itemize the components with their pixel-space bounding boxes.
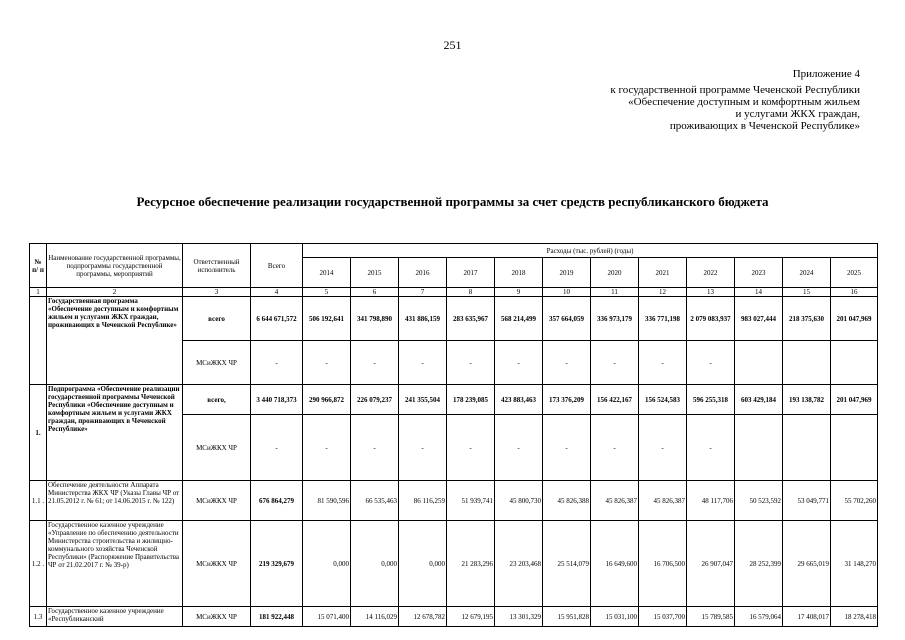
index-cell: 12: [639, 288, 687, 297]
row-year-value: [735, 341, 783, 385]
table-row: [30, 481, 878, 521]
row-year-value: -: [639, 341, 687, 385]
table-row: [30, 521, 878, 607]
row-year-value: 48 117,706: [687, 481, 735, 521]
row-total: 6 644 671,572: [251, 297, 303, 341]
index-cell: 10: [543, 288, 591, 297]
row-year-value: 18 278,418: [831, 607, 878, 627]
row-year-value: -: [687, 415, 735, 481]
row-year-value: -: [591, 415, 639, 481]
row-year-value: 55 702,260: [831, 481, 878, 521]
row-year-value: -: [591, 341, 639, 385]
row-total: 676 864,279: [251, 481, 303, 521]
row-year-value: 201 047,969: [831, 297, 878, 341]
row-year-value: 603 429,184: [735, 385, 783, 415]
row-year-value: 0,000: [399, 521, 447, 607]
row-year-value: -: [447, 341, 495, 385]
row-year-value: -: [495, 341, 543, 385]
header-year: 2014: [303, 258, 351, 288]
row-name: Подпрограмма «Обеспечение реализации государственной программы Чеченской Республики «Обеспечение доступным и комфортным жильем и услугами ЖКХ граждан, проживающих в Чеченской Республике»: [47, 385, 183, 481]
index-cell: 4: [251, 288, 303, 297]
header-year: 2016: [399, 258, 447, 288]
row-year-value: 2 079 083,937: [687, 297, 735, 341]
row-number: 1.2 .: [30, 521, 47, 607]
row-year-value: 423 883,463: [495, 385, 543, 415]
row-year-value: 21 283,296: [447, 521, 495, 607]
row-year-value: 45 826,387: [639, 481, 687, 521]
row-year-value: 31 148,270: [831, 521, 878, 607]
row-year-value: 15 789,585: [687, 607, 735, 627]
row-year-value: 16 649,600: [591, 521, 639, 607]
row-total: 181 922,448: [251, 607, 303, 627]
row-year-value: 12 679,195: [447, 607, 495, 627]
row-name: Государственное казенное учреждение «Республиканский: [47, 607, 183, 627]
row-year-value: 45 826,387: [591, 481, 639, 521]
header-year: 2015: [351, 258, 399, 288]
row-year-value: 81 590,596: [303, 481, 351, 521]
row-year-value: 12 678,782: [399, 607, 447, 627]
row-number: 1.: [30, 385, 47, 481]
row-year-value: 178 239,085: [447, 385, 495, 415]
row-year-value: -: [303, 415, 351, 481]
header-year: 2017: [447, 258, 495, 288]
row-total: 219 329,679: [251, 521, 303, 607]
header-year: 2023: [735, 258, 783, 288]
row-executor: МСиЖКХ ЧР: [183, 481, 251, 521]
row-year-value: 66 535,463: [351, 481, 399, 521]
row-year-value: 50 523,592: [735, 481, 783, 521]
header-year: 2019: [543, 258, 591, 288]
header-year: 2025: [831, 258, 878, 288]
row-year-value: 431 886,159: [399, 297, 447, 341]
header-num: № п/ п: [30, 244, 47, 288]
row-name: Государственное казенное учреждение «Управление по обеспечению деятельности Министерства строительства и жилищно-коммунального хозяйства Чеченской Республики» (Распоряжение Правительства ЧР от 21.02.2017 г. № 39-р): [47, 521, 183, 607]
row-year-value: -: [399, 415, 447, 481]
row-total: -: [251, 341, 303, 385]
index-cell: 8: [447, 288, 495, 297]
header-year: 2021: [639, 258, 687, 288]
row-year-value: 568 214,499: [495, 297, 543, 341]
row-executor: МСиЖКХ ЧР: [183, 607, 251, 627]
row-number: 1.3: [30, 607, 47, 627]
index-cell: 7: [399, 288, 447, 297]
row-year-value: -: [351, 415, 399, 481]
row-year-value: [735, 415, 783, 481]
row-executor: МСиЖКХ ЧР: [183, 341, 251, 385]
row-year-value: 16 706,500: [639, 521, 687, 607]
table-row: [30, 385, 878, 415]
row-year-value: 983 027,444: [735, 297, 783, 341]
index-cell: 14: [735, 288, 783, 297]
row-year-value: 15 037,700: [639, 607, 687, 627]
row-year-value: 201 047,969: [831, 385, 878, 415]
document-title: Ресурсное обеспечение реализации государственной программы за счет средств республиканского бюджета: [136, 194, 769, 209]
row-year-value: -: [543, 415, 591, 481]
index-cell: 15: [783, 288, 831, 297]
row-year-value: 16 579,064: [735, 607, 783, 627]
appendix-block: [610, 68, 860, 132]
header-year: 2022: [687, 258, 735, 288]
row-year-value: 336 973,179: [591, 297, 639, 341]
row-year-value: 15 951,828: [543, 607, 591, 627]
row-year-value: 241 355,504: [399, 385, 447, 415]
row-year-value: -: [495, 415, 543, 481]
row-year-value: 53 049,771: [783, 481, 831, 521]
appendix-line: проживающих в Чеченской Республике»: [669, 120, 860, 132]
header-executor: Ответственный исполнитель: [183, 244, 251, 288]
row-year-value: 156 524,583: [639, 385, 687, 415]
row-executor: МСиЖКХ ЧР: [183, 521, 251, 607]
header-year: 2018: [495, 258, 543, 288]
row-year-value: 14 116,029: [351, 607, 399, 627]
row-year-value: 218 375,630: [783, 297, 831, 341]
resource-table: [29, 243, 878, 627]
row-year-value: 15 071,400: [303, 607, 351, 627]
index-cell: 16: [831, 288, 878, 297]
row-year-value: 290 966,872: [303, 385, 351, 415]
row-year-value: 25 514,079: [543, 521, 591, 607]
appendix-label: Приложение 4: [792, 68, 860, 80]
row-year-value: 26 907,047: [687, 521, 735, 607]
row-name: Государственная программа «Обеспечение доступным и комфортным жильем и услугами ЖКХ граждан, проживающих в Чеченской Республике»: [47, 297, 183, 385]
row-year-value: 156 422,167: [591, 385, 639, 415]
row-year-value: 29 665,019: [783, 521, 831, 607]
row-year-value: -: [543, 341, 591, 385]
row-year-value: -: [447, 415, 495, 481]
row-year-value: 0,000: [351, 521, 399, 607]
index-cell: 3: [183, 288, 251, 297]
header-year: 2020: [591, 258, 639, 288]
header-total: Всего: [251, 244, 303, 288]
index-cell: 13: [687, 288, 735, 297]
row-year-value: [783, 415, 831, 481]
header-name: Наименование государственной программы, подпрограммы государственной программы, мероприятий: [47, 244, 183, 288]
row-year-value: 0,000: [303, 521, 351, 607]
row-year-value: 193 138,782: [783, 385, 831, 415]
row-year-value: 15 031,100: [591, 607, 639, 627]
row-executor: всего,: [183, 385, 251, 415]
row-year-value: 596 255,318: [687, 385, 735, 415]
row-year-value: [831, 341, 878, 385]
row-year-value: 173 376,209: [543, 385, 591, 415]
row-year-value: -: [687, 341, 735, 385]
row-year-value: 341 798,890: [351, 297, 399, 341]
page-number: 251: [443, 38, 462, 52]
header-expenses: Расходы (тыс. рублей) (годы): [303, 244, 878, 258]
row-number: 1.1 .: [30, 481, 47, 521]
row-year-value: 506 192,641: [303, 297, 351, 341]
appendix-line: и услугами ЖКХ граждан,: [735, 108, 860, 120]
row-year-value: -: [303, 341, 351, 385]
row-year-value: 51 939,741: [447, 481, 495, 521]
row-year-value: 226 079,237: [351, 385, 399, 415]
row-year-value: 357 664,059: [543, 297, 591, 341]
header-year: 2024: [783, 258, 831, 288]
appendix-line: «Обеспечение доступным и комфортным жильем: [628, 96, 860, 108]
row-year-value: 45 826,388: [543, 481, 591, 521]
row-year-value: 86 116,259: [399, 481, 447, 521]
row-year-value: -: [351, 341, 399, 385]
appendix-line: к государственной программе Чеченской Республики: [610, 84, 860, 96]
row-year-value: 45 800,730: [495, 481, 543, 521]
row-name: Обеспечение деятельности Аппарата Министерства ЖКХ ЧР (Указы Главы ЧР от 21.05.2012 г. № 61; от 14.06.2015 г. № 122): [47, 481, 183, 521]
row-year-value: 23 203,468: [495, 521, 543, 607]
index-cell: 9: [495, 288, 543, 297]
index-cell: 11: [591, 288, 639, 297]
row-year-value: [783, 341, 831, 385]
row-executor: МСиЖКХ ЧР: [183, 415, 251, 481]
row-year-value: 283 635,967: [447, 297, 495, 341]
index-cell: 1: [30, 288, 47, 297]
row-year-value: 17 408,017: [783, 607, 831, 627]
index-cell: 6: [351, 288, 399, 297]
index-cell: 2: [47, 288, 183, 297]
row-total: 3 440 718,373: [251, 385, 303, 415]
index-cell: 5: [303, 288, 351, 297]
row-year-value: -: [399, 341, 447, 385]
table-row: [30, 297, 878, 341]
row-year-value: 28 252,399: [735, 521, 783, 607]
row-number: [30, 297, 47, 385]
row-year-value: [831, 415, 878, 481]
row-year-value: -: [639, 415, 687, 481]
table-row: [30, 607, 878, 627]
row-year-value: 13 301,329: [495, 607, 543, 627]
row-executor: всего: [183, 297, 251, 341]
row-year-value: 336 771,198: [639, 297, 687, 341]
row-total: -: [251, 415, 303, 481]
